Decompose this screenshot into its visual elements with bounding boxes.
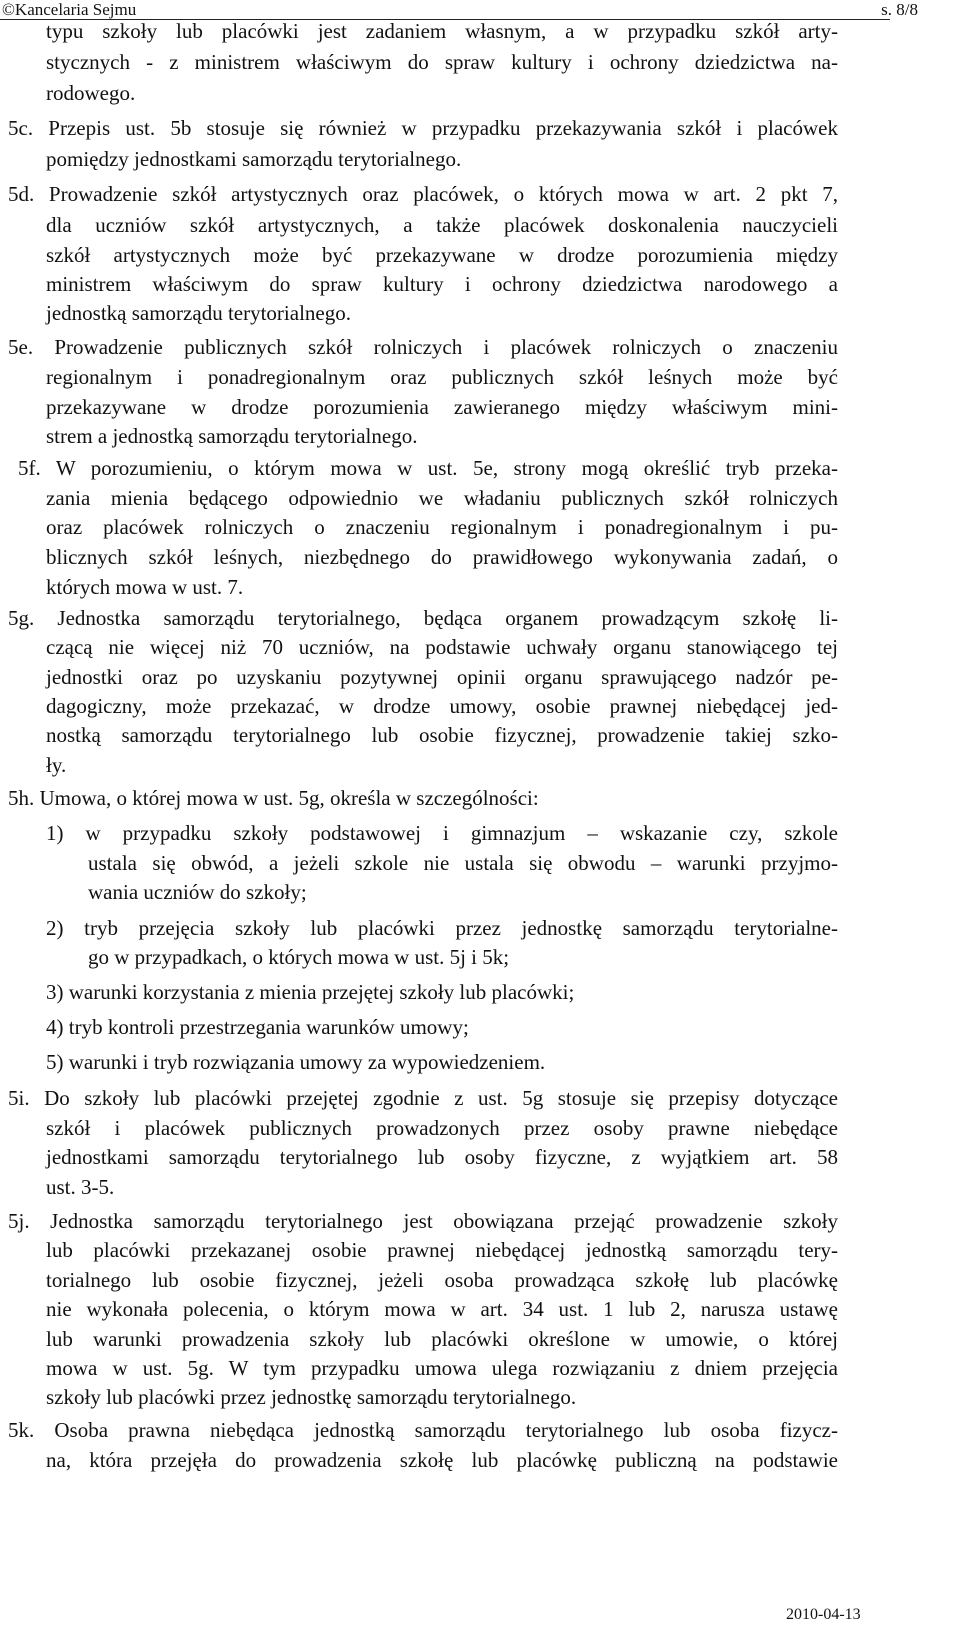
text-line: strem a jednostką samorządu terytorialnego. bbox=[46, 424, 418, 448]
text-line: 5g. Jednostka samorządu terytorialnego, będąca organem prowadzącym szkołę li- bbox=[8, 606, 838, 630]
text-line: rodowego. bbox=[46, 81, 136, 105]
text-line: torialnego lub osobie fizycznej, jeżeli osoba prowadząca szkołę lub placówkę bbox=[46, 1268, 838, 1292]
text-line: oraz placówek rolniczych o znaczeniu regionalnym i ponadregionalnym i pu- bbox=[46, 515, 838, 539]
text-line: nie wykonała polecenia, o którym mowa w art. 34 ust. 1 lub 2, narusza ustawę bbox=[46, 1297, 838, 1321]
list-item: 2) tryb przejęcia szkoły lub placówki przez jednostkę samorządu terytorialne- bbox=[46, 916, 838, 940]
text-line: mowa w ust. 5g. W tym przypadku umowa ulega rozwiązaniu z dniem przejęcia bbox=[46, 1356, 838, 1380]
text-line: szkoły lub placówki przez jednostkę samorządu terytorialnego. bbox=[46, 1385, 577, 1409]
text-line: typu szkoły lub placówki jest zadaniem własnym, a w przypadku szkół arty- bbox=[46, 19, 838, 43]
header-copyright: ©Kancelaria Sejmu bbox=[2, 0, 137, 19]
header-page-number: s. 8/8 bbox=[881, 0, 918, 19]
text-line: 5e. Prowadzenie publicznych szkół rolniczych i placówek rolniczych o znaczeniu bbox=[8, 335, 838, 359]
text-line: nostką samorządu terytorialnego lub osobie fizycznej, prowadzenie takiej szko- bbox=[46, 723, 838, 747]
text-line: ły. bbox=[46, 753, 67, 777]
list-item: 5) warunki i tryb rozwiązania umowy za wypowiedzeniem. bbox=[46, 1050, 546, 1074]
text-line: na, która przejęła do prowadzenia szkołę lub placówkę publiczną na podstawie bbox=[46, 1448, 838, 1472]
text-line: regionalnym i ponadregionalnym oraz publicznych szkół leśnych może być bbox=[46, 365, 838, 389]
text-line: lub placówki przekazanej osobie prawnej niebędącej jednostką samorządu tery- bbox=[46, 1238, 838, 1262]
text-line: przekazywane w drodze porozumienia zawieranego między właściwym mini- bbox=[46, 395, 838, 419]
text-line: dla uczniów szkół artystycznych, a także placówek doskonalenia nauczycieli bbox=[46, 213, 838, 237]
footer-date: 2010-04-13 bbox=[786, 1606, 861, 1623]
text-line: których mowa w ust. 7. bbox=[46, 575, 244, 599]
text-line: 5j. Jednostka samorządu terytorialnego jest obowiązana przejąć prowadzenie szkoły bbox=[8, 1209, 838, 1233]
text-line: 5f. W porozumieniu, o którym mowa w ust. 5e, strony mogą określić tryb przeka- bbox=[18, 456, 838, 480]
text-line: stycznych - z ministrem właściwym do spraw kultury i ochrony dziedzictwa na- bbox=[46, 50, 838, 74]
text-line: 5d. Prowadzenie szkół artystycznych oraz placówek, o których mowa w art. 2 pkt 7, bbox=[8, 182, 838, 206]
text-line: jednostkami samorządu terytorialnego lub osoby fizyczne, z wyjątkiem art. 58 bbox=[46, 1145, 838, 1169]
text-line: 5k. Osoba prawna niebędąca jednostką samorządu terytorialnego lub osoba fizycz- bbox=[8, 1418, 838, 1442]
text-line: czącą nie więcej niż 70 uczniów, na podstawie uchwały organu stanowiącego tej bbox=[46, 635, 838, 659]
text-line: szkół artystycznych może być przekazywane w drodze porozumienia między bbox=[46, 243, 838, 267]
text-line: lub warunki prowadzenia szkoły lub placówki określone w umowie, o której bbox=[46, 1327, 838, 1351]
text-line: dagogiczny, może przekazać, w drodze umowy, osobie prawnej niebędącej jed- bbox=[46, 694, 838, 718]
list-item: 1) w przypadku szkoły podstawowej i gimnazjum – wskazanie czy, szkole bbox=[46, 821, 838, 845]
text-line: szkół i placówek publicznych prowadzonych przez osoby prawne niebędące bbox=[46, 1116, 838, 1140]
list-item: 3) warunki korzystania z mienia przejętej szkoły lub placówki; bbox=[46, 980, 575, 1004]
text-line: jednostką samorządu terytorialnego. bbox=[46, 301, 351, 325]
text-line: 5c. Przepis ust. 5b stosuje się również w przypadku przekazywania szkół i placówek bbox=[8, 116, 838, 140]
text-line: jednostki oraz po uzyskaniu pozytywnej opinii organu sprawującego nadzór pe- bbox=[46, 665, 838, 689]
text-line: wania uczniów do szkoły; bbox=[88, 880, 307, 904]
text-line: zania mienia będącego odpowiednio we władaniu publicznych szkół rolniczych bbox=[46, 486, 838, 510]
text-line: 5i. Do szkoły lub placówki przejętej zgodnie z ust. 5g stosuje się przepisy dotyczące bbox=[8, 1086, 838, 1110]
text-line: ministrem właściwym do spraw kultury i ochrony dziedzictwa narodowego a bbox=[46, 272, 838, 296]
text-line: blicznych szkół leśnych, niezbędnego do prawidłowego wykonywania zadań, o bbox=[46, 545, 838, 569]
list-item: 4) tryb kontroli przestrzegania warunków umowy; bbox=[46, 1015, 469, 1039]
text-line: pomiędzy jednostkami samorządu terytorialnego. bbox=[46, 147, 462, 171]
text-line: ust. 3-5. bbox=[46, 1175, 115, 1199]
text-line: go w przypadkach, o których mowa w ust. 5j i 5k; bbox=[88, 945, 510, 969]
text-line: 5h. Umowa, o której mowa w ust. 5g, określa w szczególności: bbox=[8, 786, 539, 810]
text-line: ustala się obwód, a jeżeli szkole nie ustala się obwodu – warunki przyjmo- bbox=[88, 851, 838, 875]
